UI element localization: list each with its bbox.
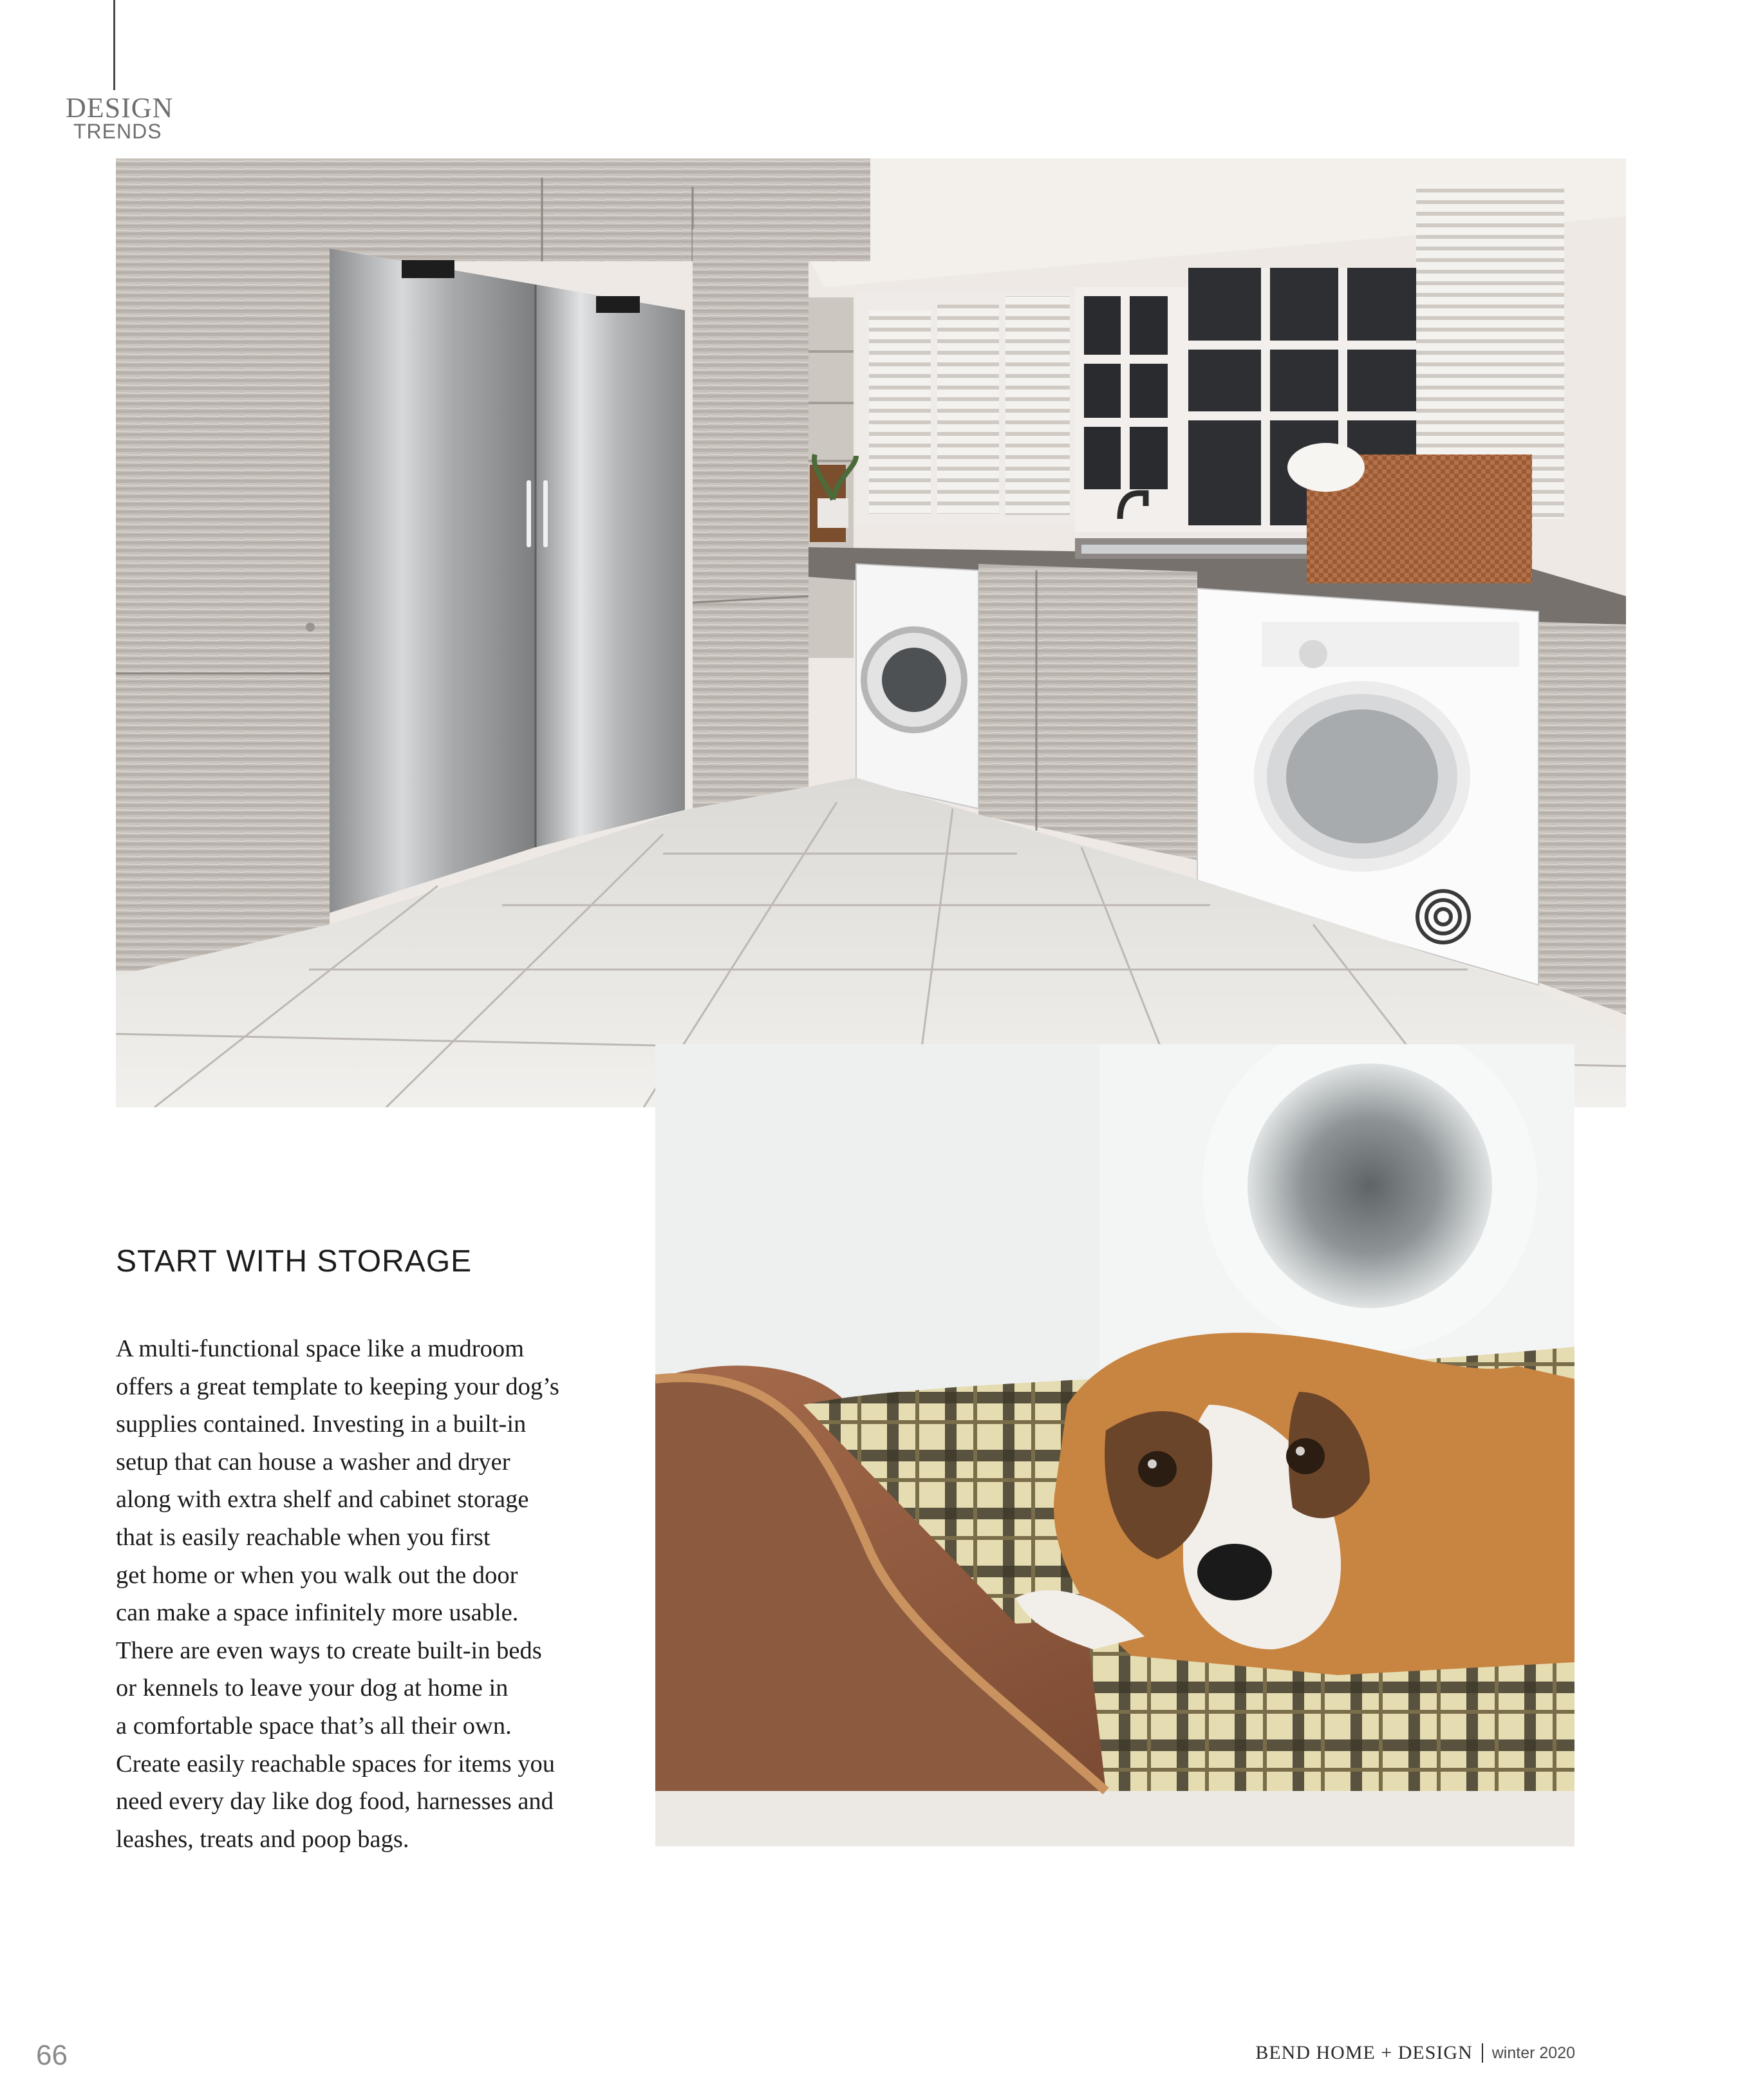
body-line: get home or when you walk out the door [116, 1561, 518, 1589]
body-line: offers a great template to keeping your dog’s [116, 1373, 559, 1400]
footer-divider [1482, 2043, 1483, 2063]
body-line: need every day like dog food, harnesses and [116, 1788, 554, 1815]
page-number: 66 [36, 2039, 68, 2071]
publication-name: BEND HOME + DESIGN [1255, 2042, 1473, 2063]
body-line: a comfortable space that’s all their own. [116, 1712, 512, 1739]
body-line: that is easily reachable when you first [116, 1523, 491, 1551]
body-line: Create easily reachable spaces for items you [116, 1750, 556, 1777]
article-body [116, 1330, 618, 1858]
article-heading: START WITH STORAGE [116, 1244, 472, 1279]
body-line: supplies contained. Investing in a built-in [116, 1411, 527, 1438]
dog-photo [655, 1044, 1574, 1846]
issue-label: winter 2020 [1491, 2043, 1575, 2062]
section-label-design: DESIGN [66, 92, 174, 124]
section-label-trends: TRENDS [73, 120, 162, 143]
laundry-room-photo [116, 158, 1626, 1107]
footer [1255, 2042, 1575, 2064]
section-rule [113, 0, 115, 90]
body-line: A multi-functional space like a mudroom [116, 1335, 525, 1362]
body-line: can make a space infinitely more usable. [116, 1599, 519, 1627]
body-line: setup that can house a washer and dryer [116, 1448, 510, 1476]
body-line: leashes, treats and poop bags. [116, 1825, 409, 1853]
body-line: There are even ways to create built-in beds [116, 1636, 542, 1664]
body-line: or kennels to leave your dog at home in [116, 1674, 509, 1702]
body-line: along with extra shelf and cabinet storage [116, 1486, 529, 1514]
